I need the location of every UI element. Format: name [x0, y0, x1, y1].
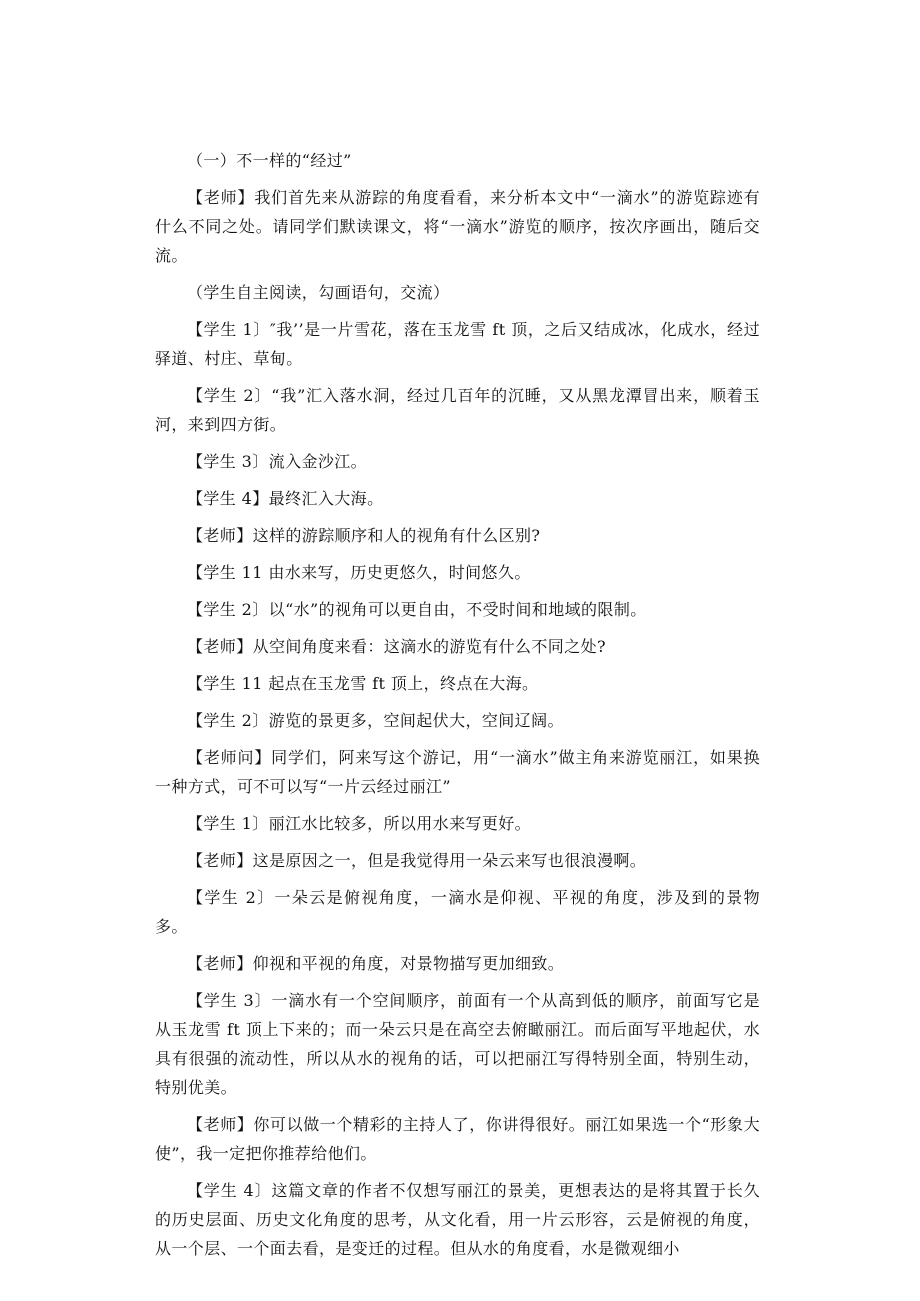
paragraph: 【学生 2〕“我”汇入落水洞，经过几百年的沉睡，又从黑龙潭冒出来，顺着玉河，来到四方街。	[155, 386, 760, 434]
paragraph: 【学生 3〕一滴水有一个空间顺序，前面有一个从高到低的顺序，前面写它是从玉龙雪 ft 顶上下来的；而一朵云只是在高空去俯瞰丽江。而后面写平地起伏，水具有很强的流动性，所以从水的视角的话，可以把丽江写得特别全面，特别生动，特别优美。	[155, 991, 760, 1097]
document-body	[155, 146, 760, 1271]
paragraph: 【学生 1〕丽江水比较多，所以用水来写更好。	[187, 814, 532, 833]
paragraph: 【老师】这是原因之一，但是我觉得用一朵云来写也很浪漫啊。	[187, 851, 647, 870]
paragraph: 【学生 1〕″我’’是一片雪花，落在玉龙雪 ft 顶，之后又结成冰，化成水，经过驿道、村庄、草甸。	[155, 320, 760, 368]
paragraph: 【学生 4〕这篇文章的作者不仅想写丽江的景美，更想表达的是将其置于长久的历史层面、历史文化角度的思考，从文化看，用一片云形容，云是俯视的角度，从一个层、一个面去看，是变迁的过程。但从水的角度看，水是微观细小	[155, 1181, 760, 1258]
paragraph: 【老师】这样的游踪顺序和人的视角有什么区别?	[187, 526, 541, 545]
paragraph: 【老师】我们首先来从游踪的角度看看，来分析本文中“一滴水”的游览踪迹有什么不同之处。请同学们默读课文，将“一滴水”游览的顺序，按次序画出，随后交流。	[155, 188, 760, 265]
paragraph: 【老师】仰视和平视的角度，对景物描写更加细致。	[187, 954, 565, 973]
paragraph: 【学生 2〕以“水”的视角可以更自由，不受时间和地域的限制。	[187, 600, 647, 619]
paragraph: 【学生 11 由水来写，历史更悠久，时间悠久。	[187, 563, 531, 582]
paragraph: （学生自主阅读，勾画语句，交流）	[187, 283, 450, 302]
paragraph: 【学生 11 起点在玉龙雪 ft 顶上，终点在大海。	[187, 674, 539, 693]
paragraph: 【学生 2〕游览的景更多，空间起伏大，空间辽阔。	[187, 711, 564, 730]
paragraph: 【学生 4】最终汇入大海。	[187, 489, 384, 508]
paragraph: 【学生 3〕流入金沙江。	[187, 452, 368, 471]
paragraph: 【老师问】同学们，阿来写这个游记，用“一滴水”做主角来游览丽江，如果换一种方式，可不可以写“一片云经过丽江”	[155, 748, 760, 796]
paragraph: 【老师】从空间角度来看：这滴水的游览有什么不同之处?	[187, 637, 606, 656]
section-heading: （一）不一样的“经过”	[187, 151, 352, 170]
paragraph: 【学生 2〕一朵云是俯视角度，一滴水是仰视、平视的角度，涉及到的景物多。	[155, 888, 760, 936]
paragraph: 【老师】你可以做一个精彩的主持人了，你讲得很好。丽江如果选一个“形象大使”，我一定把你推荐给他们。	[155, 1115, 760, 1163]
